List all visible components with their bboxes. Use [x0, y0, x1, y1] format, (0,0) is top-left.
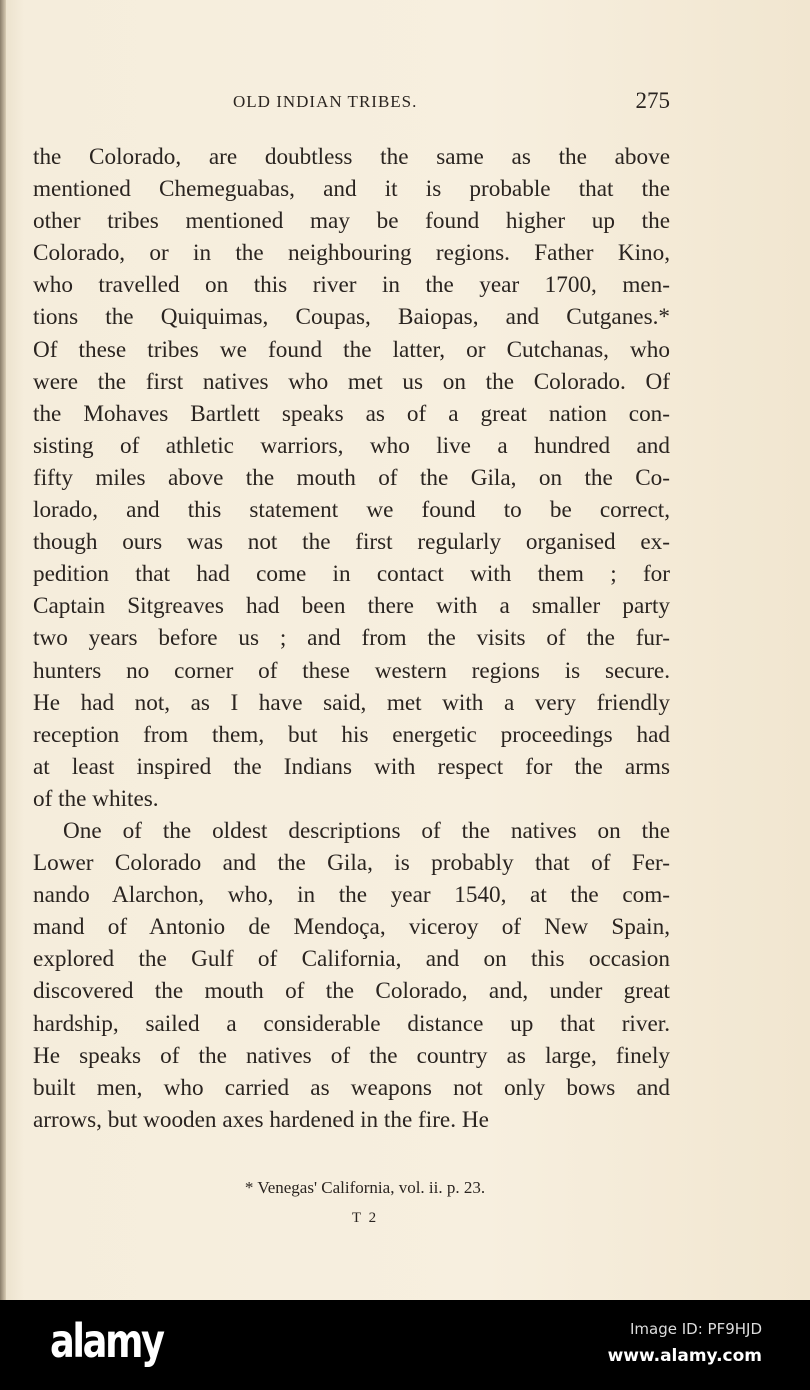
- body-text: [33, 141, 670, 1136]
- footnote: * Venegas' California, vol. ii. p. 23.: [244, 1178, 486, 1197]
- page-spine-edge: [0, 0, 6, 1300]
- text-line: reception from them, but his energetic proceedings had: [33, 721, 670, 748]
- text-line: who travelled on this river in the year 1700, men-: [33, 272, 670, 299]
- text-line: built men, who carried as weapons not only bows and: [33, 1074, 670, 1101]
- running-title: OLD INDIAN TRIBES.: [233, 92, 418, 111]
- text-line: two years before us ; and from the visits of the fur-: [33, 625, 670, 652]
- text-line: other tribes mentioned may be found higher up the: [33, 208, 670, 235]
- text-line: He speaks of the natives of the country as large, finely: [33, 1042, 670, 1069]
- text-line: One of the oldest descriptions of the natives on the: [63, 817, 670, 844]
- text-line: though ours was not the first regularly organised ex-: [33, 529, 670, 556]
- site-url: www.alamy.com: [607, 1346, 762, 1366]
- text-line: discovered the mouth of the Colorado, and, under great: [33, 978, 670, 1005]
- text-line: fifty miles above the mouth of the Gila, on the Co-: [33, 464, 670, 491]
- text-line: lorado, and this statement we found to be correct,: [33, 497, 670, 524]
- page-number: 275: [635, 88, 670, 113]
- text-line: the Mohaves Bartlett speaks as of a great nation con-: [33, 400, 670, 427]
- text-line: Lower Colorado and the Gila, is probably that of Fer-: [33, 850, 670, 877]
- alamy-logo: alamy: [50, 1314, 163, 1368]
- text-line: pedition that had come in contact with them ; for: [33, 561, 670, 588]
- text-line: mand of Antonio de Mendoça, viceroy of New Spain,: [33, 914, 670, 941]
- text-line: tions the Quiquimas, Coupas, Baiopas, and Cutganes.*: [33, 304, 670, 331]
- text-line: Of these tribes we found the latter, or Cutchanas, who: [33, 336, 670, 363]
- running-header: [33, 88, 670, 118]
- text-line: hardship, sailed a considerable distance up that river.: [33, 1010, 670, 1037]
- image-id: Image ID: PF9HJD: [629, 1320, 762, 1338]
- text-line: the Colorado, are doubtless the same as the above: [33, 144, 670, 170]
- watermark-banner: [0, 1300, 810, 1390]
- text-line: of the whites.: [33, 785, 159, 812]
- text-line: mentioned Chemeguabas, and it is probable that the: [33, 176, 670, 203]
- signature-mark: T 2: [351, 1210, 379, 1226]
- text-line: arrows, but wooden axes hardened in the fire. He: [33, 1106, 489, 1133]
- text-line: Captain Sitgreaves had been there with a smaller party: [33, 593, 670, 620]
- text-line: explored the Gulf of California, and on this occasion: [33, 946, 670, 973]
- text-line: sisting of athletic warriors, who live a hundred and: [33, 432, 670, 459]
- text-line: at least inspired the Indians with respect for the arms: [33, 753, 670, 780]
- text-line: He had not, as I have said, met with a very friendly: [33, 689, 670, 716]
- text-line: were the first natives who met us on the Colorado. Of: [33, 368, 670, 395]
- text-line: hunters no corner of these western regions is secure.: [33, 657, 670, 684]
- text-line: Colorado, or in the neighbouring regions. Father Kino,: [33, 240, 670, 267]
- text-line: nando Alarchon, who, in the year 1540, at the com-: [33, 882, 670, 909]
